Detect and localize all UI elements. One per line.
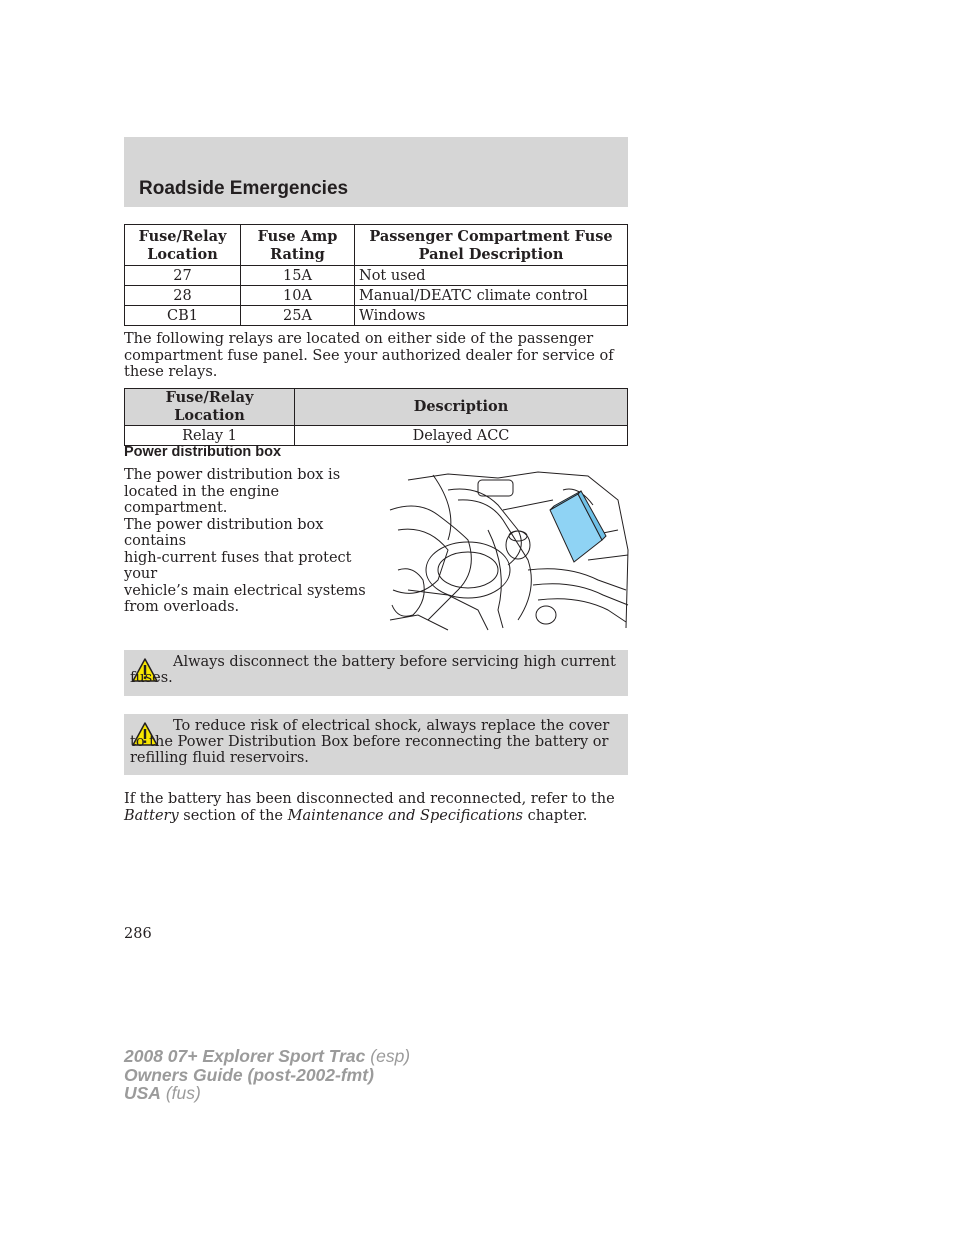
column-header: Passenger Compartment Fuse Panel Description bbox=[355, 225, 628, 266]
page-title: Roadside Emergencies bbox=[139, 178, 349, 199]
table-header-row bbox=[125, 389, 628, 426]
column-header: Fuse/Relay Location bbox=[125, 389, 295, 426]
table-cell: 28 bbox=[125, 286, 241, 306]
column-header: Fuse Amp Rating bbox=[241, 225, 355, 266]
table-cell: 10A bbox=[241, 286, 355, 306]
warning-text: To reduce risk of electrical shock, always replace the cover to the Power Distribution Box before reconnecting the battery or refilling fluid reservoirs. bbox=[130, 718, 610, 766]
fuse-table bbox=[124, 224, 628, 326]
table-row bbox=[125, 286, 628, 306]
table-row bbox=[125, 306, 628, 326]
table-row bbox=[125, 426, 628, 446]
closing-paragraph: If the battery has been disconnected and reconnected, refer to the Battery section of the Maintenance and Specifications chapter. bbox=[124, 791, 615, 824]
table-cell: Windows bbox=[355, 306, 628, 326]
table-cell: 15A bbox=[241, 266, 355, 286]
engine-compartment-illustration bbox=[388, 470, 630, 632]
column-header: Fuse/Relay Location bbox=[125, 225, 241, 266]
warning-box bbox=[124, 714, 628, 775]
table-cell: 25A bbox=[241, 306, 355, 326]
relay-intro: The following relays are located on either side of the passenger compartment fuse panel. See your authorized dealer for service of these relays. bbox=[124, 331, 614, 380]
power-distribution-box-highlight bbox=[550, 491, 606, 562]
table-row bbox=[125, 266, 628, 286]
pdb-body: The power distribution box is located in the engine compartment. The power distribution box contains high-current fuses that protect your vehicle’s main electrical systems from overloads. bbox=[124, 467, 366, 615]
page-number: 286 bbox=[124, 926, 152, 942]
section-heading: Power distribution box bbox=[124, 444, 282, 460]
warning-text: Always disconnect the battery before servicing high current fuses. bbox=[130, 654, 616, 686]
document-footer: 2008 07+ Explorer Sport Trac (esp) Owners Guide (post-2002-fmt) USA (fus) bbox=[124, 1046, 411, 1103]
table-cell: Not used bbox=[355, 266, 628, 286]
table-cell: Delayed ACC bbox=[295, 426, 628, 446]
table-header-row bbox=[125, 225, 628, 266]
table-cell: Relay 1 bbox=[125, 426, 295, 446]
relay-table bbox=[124, 388, 628, 446]
table-cell: 27 bbox=[125, 266, 241, 286]
table-cell: Manual/DEATC climate control bbox=[355, 286, 628, 306]
column-header: Description bbox=[295, 389, 628, 426]
table-cell: CB1 bbox=[125, 306, 241, 326]
warning-box bbox=[124, 650, 628, 696]
